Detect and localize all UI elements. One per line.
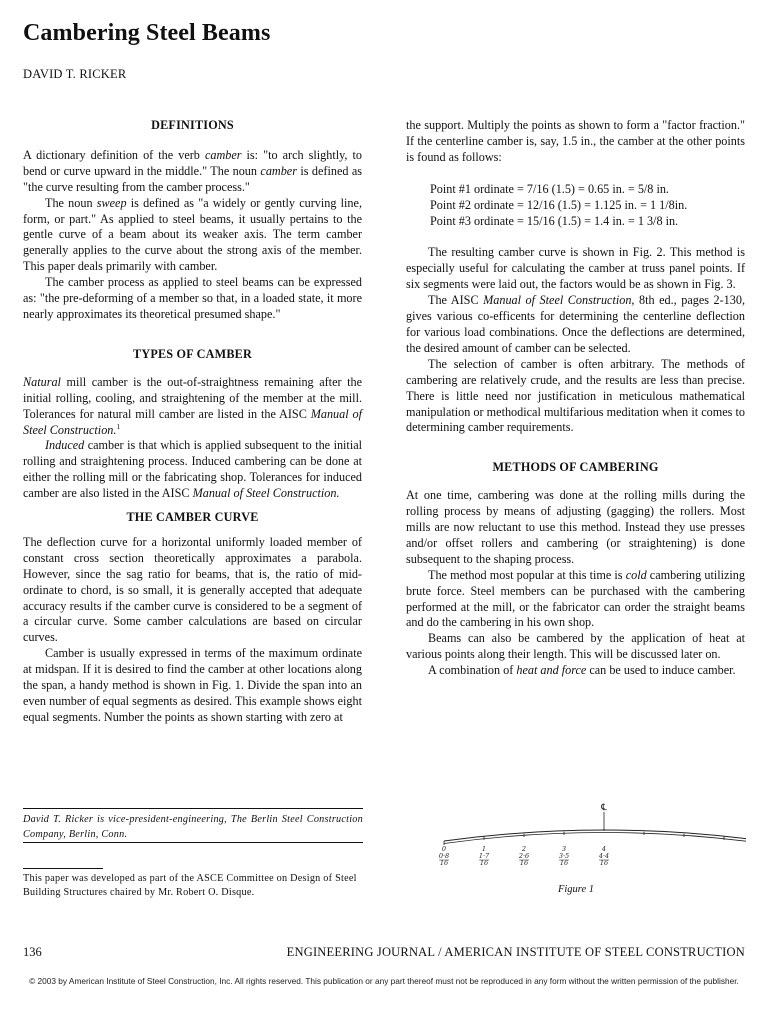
point-3-denominator: 16 [559,859,569,867]
right-paragraph-2: The resulting camber curve is shown in Fig. 2. This method is especially useful for calculating the camber at truss panel points. If six segments were laid out, the factors would be as shown in Fig. 3. [406,245,745,292]
right-paragraph-4: The selection of camber is often arbitrary. The methods of cambering are relatively crude, and the results are less than precise. There is little need nor justification in meticulous mathematical manipulation or methodical multifarious meditation when it comes to determining camber requirements. [406,356,745,435]
heading-definitions: DEFINITIONS [151,118,234,132]
formula-point-2: Point #2 ordinate = 12/16 (1.5) = 1.125 in. = 1 1/8in. [430,197,688,212]
heading-types-of-camber: TYPES OF CAMBER [132,346,252,361]
point-1-number: 1 [481,845,487,853]
point-0-denominator: 16 [439,859,449,867]
methods-paragraph-2: The method most popular at this time is cold cambering utilizing brute force. Steel members can be purchased with the cambering performed at the mill, or the fabricator can order the straight beams and do the cambering in his own shop. [406,567,745,630]
types-paragraph-1: Natural mill camber is the out-of-straightness remaining after the initial rolling, cooling, and straightening of the member at the mill. Tolerances for natural mill camber are listed in the AISC Manual of Steel Construction.$^1$ [23,374,362,437]
definitions-paragraph-3: The camber process as applied to steel beams can be expressed as: "the pre-deforming of a member so that, in a loaded state, it more nearly approximates its theoretical presumed shape." [23,275,362,321]
formula-point-3: Point #3 ordinate = 15/16 (1.5) = 1.4 in. = 1 3/8 in. [430,213,679,228]
point-4-factor: 4·4 [598,852,610,860]
right-paragraph-1: the support. Multiply the points as shown to form a "factor fraction." If the centerline camber is, say, 1.5 in., the camber at the other points is found as follows: [406,118,745,164]
methods-paragraph-3: Beams can also be cambered by the application of heat at various points along their length. This will be discussed later on. [406,631,745,662]
point-2-number: 2 [521,845,527,853]
point-labels [439,845,609,867]
point-1-denominator: 16 [479,859,489,867]
copyright-notice: © 2003 by American Institute of Steel Construction, Inc. All rights reserved. This publication or any part thereof must not be reproduced in any form without the written permission of the publisher. [29,976,739,986]
point-1-factor: 1·7 [478,852,490,860]
figure-caption: Figure 1 [557,884,595,895]
journal-name: ENGINEERING JOURNAL / AMERICAN INSTITUTE OF STEEL CONSTRUCTION [286,945,745,959]
types-paragraph-2: Induced camber is that which is applied subsequent to the initial rolling and straightening process. Induced cambering can be done at either the rolling mill or the fabricating shop. Tolerances for induced camber are also listed in the AISC Manual of Steel Construction. [23,438,362,501]
author-name: DAVID T. RICKER [23,67,127,81]
heading-camber-curve: THE CAMBER CURVE [126,510,259,525]
definitions-paragraph-2: The noun sweep is defined as "a widely or gently curving line, form, or part." As applied to steel beams, it usually pertains to the gentle curve of a beam about its weaker axis. The term camber generally applies to the curve about the strong axis of the member. This paper deals primarily with camber. [23,195,362,274]
point-4-denominator: 16 [599,859,609,867]
curve-paragraph-2: Camber is usually expressed in terms of the maximum ordinate at midspan. If it is desired to find the camber at other locations along the span, a handy method is shown in Fig. 1. Divide the span into an even number of equal segments as desired. This example shows eight equal segments. Number the points as shown starting with zero at [23,646,362,724]
page-number: 136 [23,945,42,959]
right-column [406,118,745,679]
point-4-number: 4 [601,845,607,853]
committee-note: This paper was developed as part of the ASCE Committee on Design of Steel Building Structures chaired by Mr. Robert O. Disque. [23,873,357,898]
formula-point-1: Point #1 ordinate = 7/16 (1.5) = 0.65 in. = 5/8 in. [430,181,669,196]
point-0-number: 0 [441,845,447,853]
author-bio: David T. Ricker is vice-president-engineering, The Berlin Steel Construction Company, Berlin, Conn. [23,814,363,840]
article-title: Cambering Steel Beams [23,20,271,46]
footnote-ref-1: 1 [116,421,121,431]
left-column [23,118,362,726]
heading-methods-of-cambering: METHODS OF CAMBERING [492,460,659,475]
centerline-label: ℄ [601,803,607,813]
point-0-factor: 0·8 [438,852,450,860]
bio-bottom-rule [23,842,363,843]
point-2-denominator: 16 [519,859,529,867]
methods-paragraph-1: At one time, cambering was done at the rolling mills during the rolling process by means of adjusting (gagging) the rollers. Most mills are now reluctant to use this method. Instead they use presses and/or offset rollers and cambering (or straightening) is done subsequent to the shaping process. [406,488,745,566]
beam-top-curve [444,830,746,841]
figure-1-camber-diagram [406,798,746,873]
point-2-factor: 2·6 [518,852,530,860]
point-3-number: 3 [561,845,567,853]
curve-paragraph-1: The deflection curve for a horizontal uniformly loaded member of constant cross section theoretically approximates a parabola. However, since the sag ratio for beams, that is, the ratio of mid-ordinate to chord, is so small, it is generally accepted that adequate accuracy results if the camber curve is considered to be a segment of a circular curve. Some camber calculations are based on circular curves. [23,534,362,645]
right-paragraph-3: The AISC Manual of Steel Construction, 8th ed., pages 2-130, gives various co-efficents for determining the centerline deflection for various load combinations. Once the deflections are determined, the desired amount of camber can be selected. [406,293,746,355]
footnote-rule [23,868,103,869]
definitions-paragraph-1: A dictionary definition of the verb camber is: "to arch slightly, to bend or curve upward in the middle." The noun camber is defined as "the curve resulting from the camber process." [23,147,362,194]
point-3-factor: 3·5 [558,852,570,860]
bio-top-rule [23,808,363,809]
methods-paragraph-4: A combination of heat and force can be used to induce camber. [428,663,736,678]
